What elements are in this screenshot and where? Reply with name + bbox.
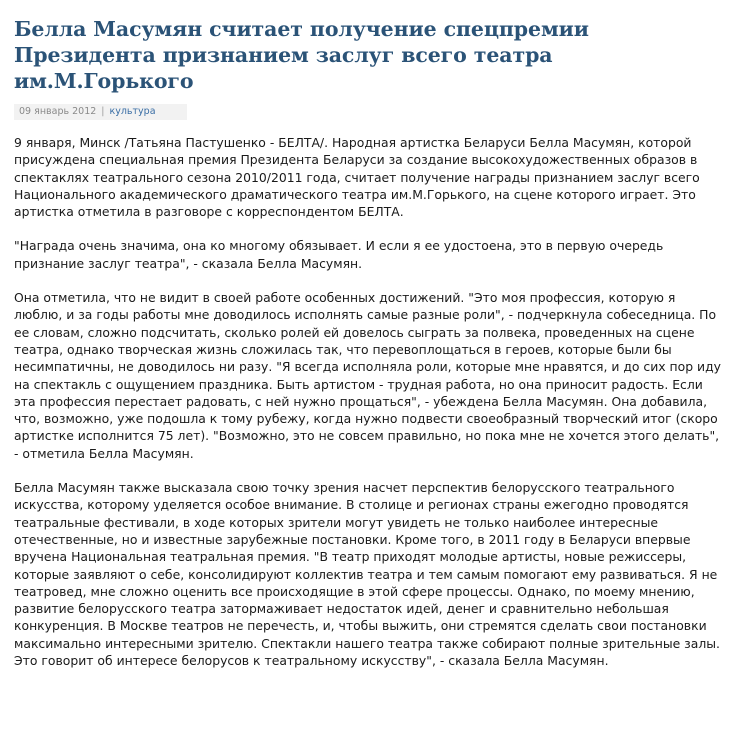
article	[14, 16, 726, 686]
article-body	[14, 134, 726, 669]
article-title: Белла Масумян считает получение спецпремии Президента признанием заслуг всего театра им.М.Горького	[14, 17, 589, 93]
paragraph-3: Она отметила, что не видит в своей работе особенных достижений. "Это моя профессия, которую я люблю, и за годы работы мне доводилось исполнять самые разные роли", - подчеркнула собеседница. По ее словам, сложно подсчитать, сколько ролей ей довелось сыграть за полвека, проведенных на сцене театра, однако творческая жизнь сложилась так, что перевоплощаться в героев, которые были бы несимпатичны, не доводилось ни разу. "Я всегда исполняла роли, которые мне нравятся, и до сих пор иду на спектакль с ощущением праздника. Быть артистом - трудная работа, но она приносит радость. Если эта профессия перестает радовать, с ней нужно прощаться", - убеждена Белла Масумян. Она добавила, что, возможно, уже подошла к тому рубежу, когда нужно подвести своеобразный творческий итог (скоро артистке исполнится 75 лет). "Возможно, это не совсем правильно, но пока мне не хочется этого делать", - отметила Белла Масумян.	[14, 290, 721, 461]
meta-separator: |	[101, 106, 105, 117]
paragraph-1: 9 января, Минск /Татьяна Пастушенко - БЕЛТА/. Народная артистка Беларуси Белла Масумян, которой присуждена специальная премия Президента Беларуси за создание высокохудожественных образов в спектаклях театрального сезона 2010/2011 года, считает получение награды признанием заслуг всего Национального академического драматического театра им.М.Горького, на сцене которого играет. Это артистка отметила в разговоре с корреспондентом БЕЛТА.	[14, 135, 700, 220]
paragraph-2: "Награда очень значима, она ко многому обязывает. И если я ее удостоена, это в первую очередь признание заслуг театра", - сказала Белла Масумян.	[14, 238, 664, 271]
article-date: 09 январь 2012	[19, 106, 97, 117]
article-meta	[14, 104, 187, 120]
paragraph-4: Белла Масумян также высказала свою точку зрения насчет перспектив белорусского театрального искусства, которому уделяется особое внимание. В столице и регионах страны ежегодно проводятся театральные фестивали, в ходе которых зрители могут увидеть не только наиболее интересные отечественные, но и известные зарубежные постановки. Кроме того, в 2011 году в Беларуси впервые вручена Национальная театральная премия. "В театр приходят молодые артисты, новые режиссеры, которые заявляют о себе, консолидируют коллектив театра и тем самым помогают ему развиваться. Я не театровед, мне сложно оценить все происходящие в этой сфере процессы. Однако, по моему мнению, развитие белорусского театра затормаживает недостаток идей, денег и сравнительно небольшая конкуренция. В Москве театров не перечесть, и, чтобы выжить, они стремятся сделать свои постановки максимально интересными зрителю. Спектакли нашего театра также собирают полные зрительные залы. Это говорит об интересе белорусов к театральному искусству", - сказала Белла Масумян.	[14, 480, 720, 669]
category-link[interactable]: культура	[109, 106, 156, 117]
